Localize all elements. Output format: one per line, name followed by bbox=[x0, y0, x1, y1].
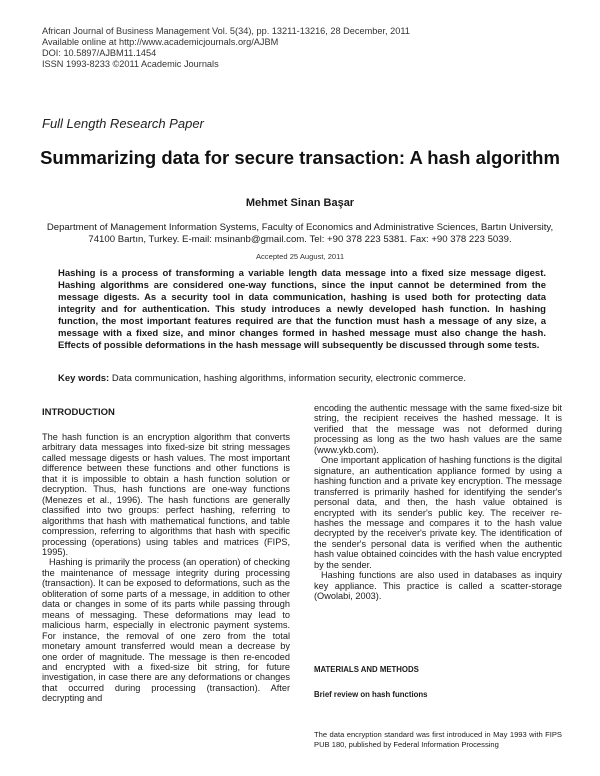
paper-title: Summarizing data for secure transaction: A hash algorithm bbox=[40, 147, 560, 168]
paper-type: Full Length Research Paper bbox=[42, 116, 204, 131]
doi-line: DOI: 10.5897/AJBM11.1454 bbox=[42, 48, 157, 58]
journal-header bbox=[42, 26, 410, 70]
author-affiliation: Department of Management Information Systems, Faculty of Economics and Administrative Sciences, Bartın University, 74100 Bartın, Turkey. E-mail: msinanb@gmail.com. Tel: +90 378 223 5381. Fax: +90 378 223 5039. bbox=[46, 222, 554, 245]
intro-paragraph: Hashing is primarily the process (an operation) of checking the maintenance of message integrity during processing (transaction). It can be exposed to deformations, such as the obliteration of some parts of a message, in addition to other data or changes in some of its parts while passing through means of messaging. These deformations may lead to malicious harm, especially in electronic payment systems. For instance, the removal of one zero from the total monetary amount transferred would mean a decrease by one order of magnitude. The message is then re-encoded and encrypted with a fixed-size bit string, for future investigation, in case there are any deformations or changes that occurred during processing (transaction). After decrypting and bbox=[42, 557, 290, 704]
intro-paragraph: encoding the authentic message with the same fixed-size bit string, the recipient receives the hashed message. It is verified that the message was not deformed during processing as long as the two hash values are the same (www.ykb.com). bbox=[314, 403, 562, 455]
author-name: Mehmet Sinan Başar bbox=[245, 197, 355, 209]
keywords-label: Key words: bbox=[58, 373, 110, 384]
keywords bbox=[58, 373, 546, 384]
abstract: Hashing is a process of transforming a variable length data message into a fixed size message digest. Hashing algorithms are considered one-way functions, since the input cannot be determined from the message digests. As a security tool in data communication, hashing is used both for protecting data integrity and for authentication. This study introduces a newly developed hash function. In hashing function, the most important features required are that the function must hash a message of any size, a message with a fixed size, and minor changes formed in hashed message must also change the hash. Effects of possible deformations in the hash message will subsequently be discussed through some tests. bbox=[58, 268, 546, 351]
keywords-text: Data communication, hashing algorithms, information security, electronic commerce. bbox=[111, 373, 466, 384]
left-column bbox=[42, 432, 290, 704]
available-line: Available online at http://www.academicjournals.org/AJBM bbox=[42, 37, 279, 47]
methods-heading: MATERIALS AND METHODS bbox=[314, 665, 419, 674]
intro-paragraph: The hash function is an encryption algorithm that converts arbitrary data messages into fixed-size bit string messages called message digests or hash values. The most important difference between these functions and other functions is that it is impossible to obtain a hash function solution or decryption. Thus, hash functions are one-way functions (Menezes et al., 1996). The hash functions are generally classified into two groups: perfect hashing, referring to algorithms that hash with mathematical functions, and table compression, referring to algorithms that hash with specific processing (operations) using tables and matrices (FIPS, 1995). bbox=[42, 432, 290, 557]
methods-subheading: Brief review on hash functions bbox=[314, 690, 428, 699]
introduction-heading: INTRODUCTION bbox=[42, 407, 115, 418]
journal-line: African Journal of Business Management Vol. 5(34), pp. 13211-13216, 28 December, 2011 bbox=[42, 26, 410, 36]
right-column bbox=[314, 403, 562, 602]
intro-paragraph: Hashing functions are also used in databases as inquiry key appliance. This practice is called a scatter-storage (Owolabi, 2003). bbox=[314, 570, 562, 602]
accepted-date: Accepted 25 August, 2011 bbox=[255, 252, 345, 261]
methods-text: The data encryption standard was first introduced in May 1993 with FIPS PUB 180, published by Federal Information Processing bbox=[314, 730, 562, 749]
intro-paragraph: One important application of hashing functions is the digital signature, an authentication appliance formed by using a hashing function and a private key encryption. The message transferred is primarily hashed for identifying the sender's personal data, and then, the hash value obtained is encrypted with its sender's public key. The receiver re-hashes the message and compares it to the hash value decrypted by the receiver's private key. The identification of the sender's personal data is verified when the authentic hash value obtained coincides with the hash value encrypted by the sender. bbox=[314, 455, 562, 570]
issn-line: ISSN 1993-8233 ©2011 Academic Journals bbox=[42, 59, 219, 69]
